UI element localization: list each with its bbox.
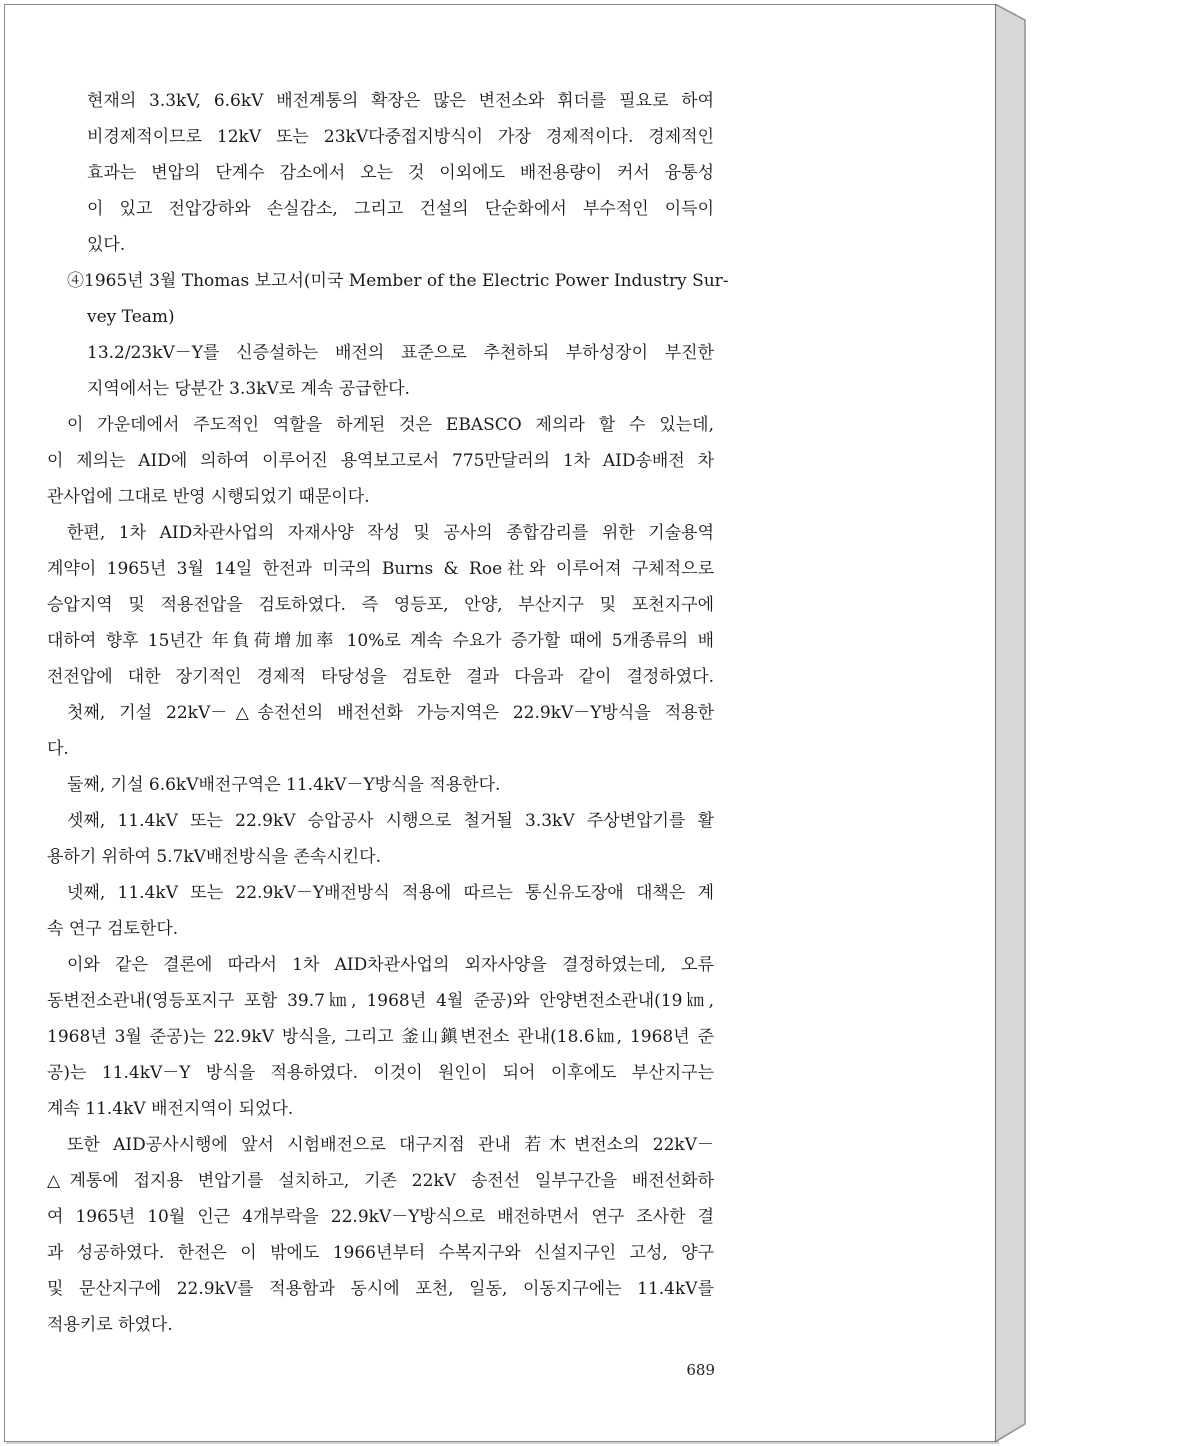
body-text xyxy=(47,83,729,1343)
text-line: 13.2/23kV－Y를 신증설하는 배전의 표준으로 추천하되 부하성장이 부진한 xyxy=(87,343,714,363)
text-line: 적용키로 하였다. xyxy=(47,1315,173,1335)
text-line: 비경제적이므로 12kV 또는 23kV다중접지방식이 가장 경제적이다. 경제적인 xyxy=(87,127,714,147)
text-line: 다. xyxy=(47,739,69,759)
text-line: 효과는 변압의 단계수 감소에서 오는 것 이외에도 배전용량이 커서 융통성 xyxy=(87,163,714,183)
text-line: vey Team) xyxy=(87,307,175,327)
text-line: 용하기 위하여 5.7kV배전방식을 존속시킨다. xyxy=(47,847,381,867)
paragraph-start-line: 넷째, 11.4kV 또는 22.9kV－Y배전방식 적용에 따르는 통신유도장애 대책은 계 xyxy=(67,883,714,903)
text-line: 계속 11.4kV 배전지역이 되었다. xyxy=(47,1099,294,1119)
text-line: 현재의 3.3kV, 6.6kV 배전계통의 확장은 많은 변전소와 휘더를 필요로 하여 xyxy=(87,91,714,111)
text-line: 전전압에 대한 장기적인 경제적 타당성을 검토한 결과 다음과 같이 결정하였다. xyxy=(47,667,714,687)
page-number: 689 xyxy=(686,1361,715,1379)
text-line: 승압지역 및 적용전압을 검토하였다. 즉 영등포, 안양, 부산지구 및 포천지구에 xyxy=(47,595,714,615)
text-line: 여 1965년 10월 인근 4개부락을 22.9kV－Y방식으로 배전하면서 연구 조사한 결 xyxy=(47,1207,714,1227)
book-edge-shading xyxy=(995,4,1035,1442)
text-line: 1968년 3월 준공)는 22.9kV 방식을, 그리고 釜山鎭변전소 관내(18.6㎞, 1968년 준 xyxy=(47,1027,714,1047)
paragraph-start-line: 또한 AID공사시행에 앞서 시험배전으로 대구지점 관내 若木변전소의 22kV－ xyxy=(67,1135,714,1155)
paragraph-start-line: 첫째, 기설 22kV－△송전선의 배전선화 가능지역은 22.9kV－Y방식을 적용한 xyxy=(67,703,714,723)
page-sheet xyxy=(4,4,997,1442)
paragraph-start-line: 셋째, 11.4kV 또는 22.9kV 승압공사 시행으로 철거될 3.3kV 주상변압기를 활 xyxy=(67,811,714,831)
text-line: 지역에서는 당분간 3.3kV로 계속 공급한다. xyxy=(87,379,410,399)
text-line: 이 있고 전압강하와 손실감소, 그리고 건설의 단순화에서 부수적인 이득이 xyxy=(87,199,714,219)
text-line: 관사업에 그대로 반영 시행되었기 때문이다. xyxy=(47,487,370,507)
text-line: 있다. xyxy=(87,235,126,255)
text-line: △계통에 접지용 변압기를 설치하고, 기존 22kV 송전선 일부구간을 배전선화하 xyxy=(47,1171,714,1191)
text-line: 및 문산지구에 22.9kV를 적용함과 동시에 포천, 일동, 이동지구에는 11.4kV를 xyxy=(47,1279,714,1299)
text-line: 과 성공하였다. 한전은 이 밖에도 1966년부터 수복지구와 신설지구인 고성, 양구 xyxy=(47,1243,714,1263)
text-line: 동변전소관내(영등포지구 포함 39.7㎞, 1968년 4월 준공)와 안양변전소관내(19㎞, xyxy=(47,991,714,1011)
text-line: 계약이 1965년 3월 14일 한전과 미국의 Burns & Roe社와 이루어져 구체적으로 xyxy=(47,559,714,579)
paragraph-start-line: 이와 같은 결론에 따라서 1차 AID차관사업의 외자사양을 결정하였는데, 오류 xyxy=(67,955,714,975)
paragraph-start-line: 한편, 1차 AID차관사업의 자재사양 작성 및 공사의 종합감리를 위한 기술용역 xyxy=(67,523,714,543)
text-line: 공)는 11.4kV－Y 방식을 적용하였다. 이것이 원인이 되어 이후에도 부산지구는 xyxy=(47,1063,714,1083)
text-line: 대하여 향후 15년간 年負荷增加率 10%로 계속 수요가 증가할 때에 5개종류의 배 xyxy=(47,631,714,651)
paragraph-start-line: 둘째, 기설 6.6kV배전구역은 11.4kV－Y방식을 적용한다. xyxy=(67,775,501,795)
text-line: 이 제의는 AID에 의하여 이루어진 용역보고로서 775만달러의 1차 AID송배전 차 xyxy=(47,451,714,471)
list-item-line: ④1965년 3월 Thomas 보고서(미국 Member of the Electric Power Industry Sur- xyxy=(67,271,729,291)
text-line: 속 연구 검토한다. xyxy=(47,919,179,939)
paragraph-start-line: 이 가운데에서 주도적인 역할을 하게된 것은 EBASCO 제의라 할 수 있는데, xyxy=(67,415,714,435)
